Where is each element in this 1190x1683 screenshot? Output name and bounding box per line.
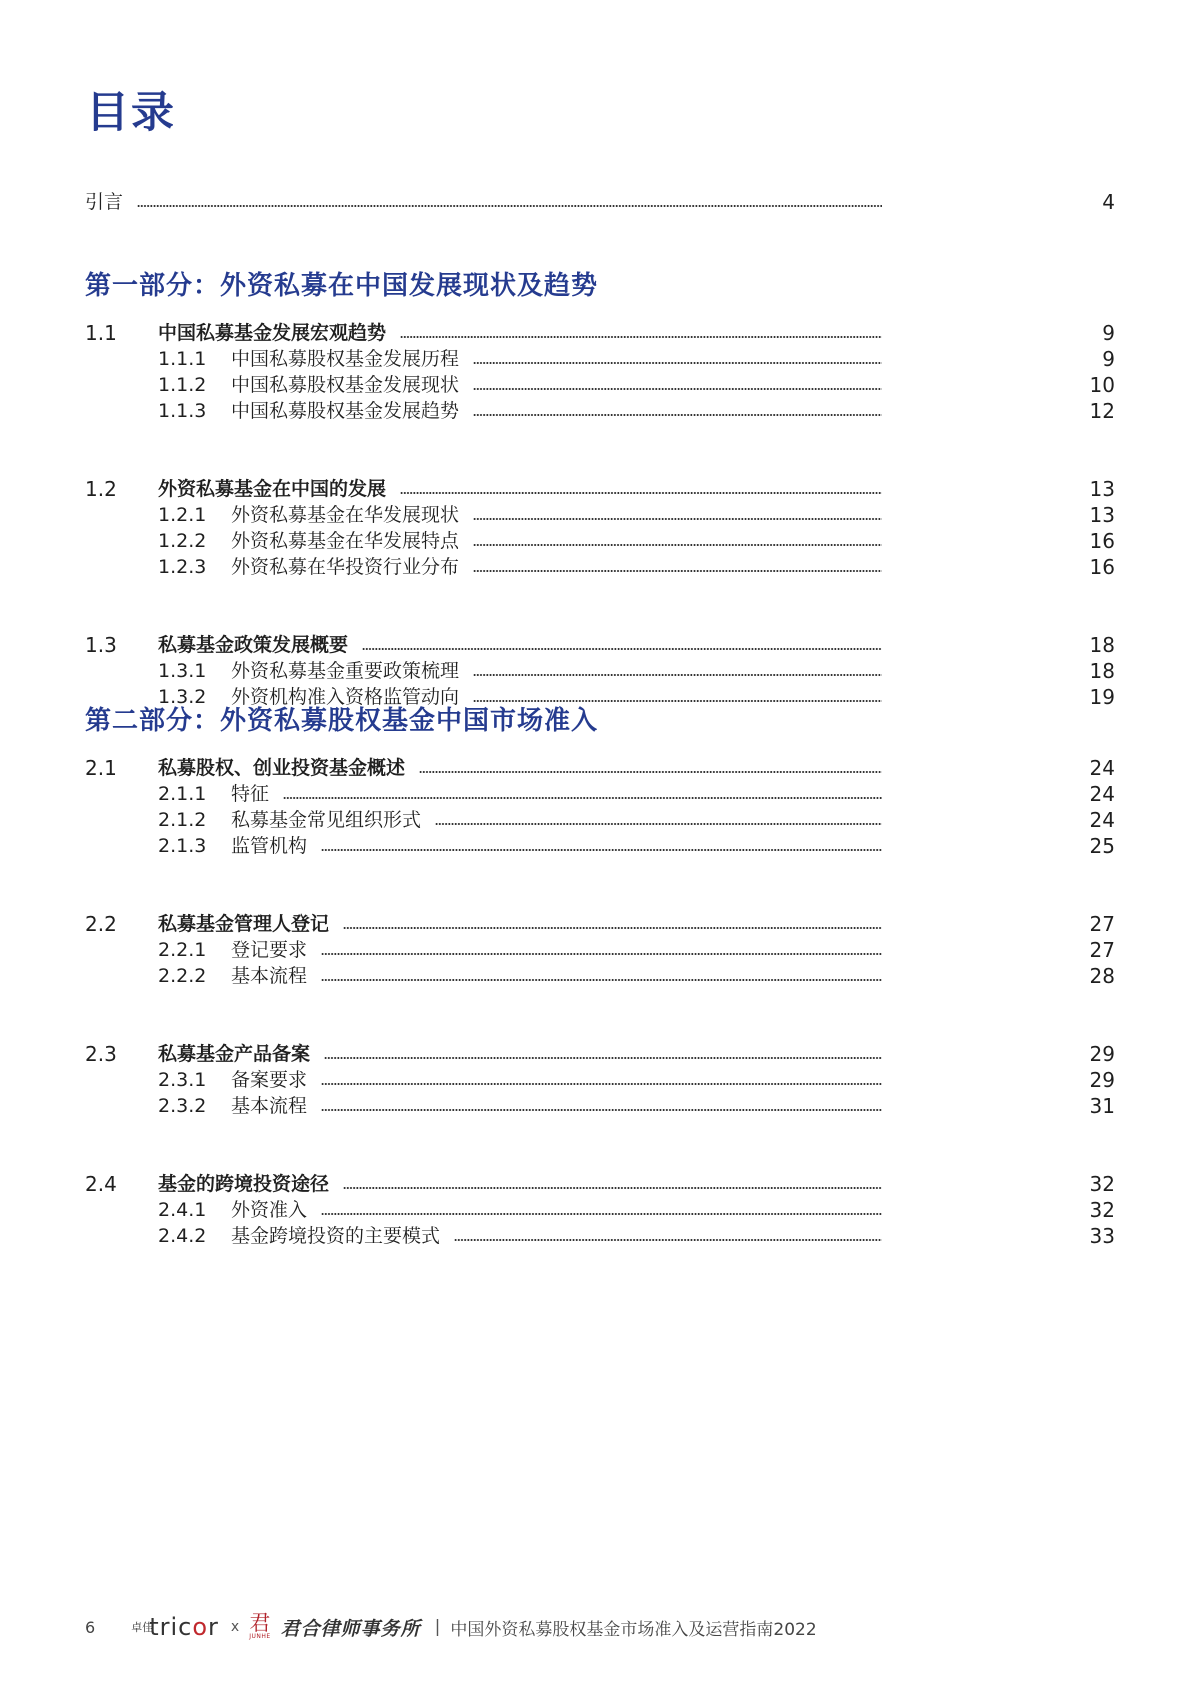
toc-row-intro[interactable]: [85, 189, 1115, 215]
dot-leader: [137, 205, 882, 207]
toc-number: 2.4.1: [158, 1199, 207, 1221]
toc-page-number: 24: [1089, 808, 1115, 832]
footer-separator: |: [434, 1617, 441, 1637]
toc-row-subsection[interactable]: [158, 372, 1115, 398]
toc-page-number: 19: [1089, 685, 1115, 709]
page-title: 目录: [86, 88, 176, 138]
toc-page-number: 24: [1089, 756, 1115, 780]
toc-page-number: 13: [1089, 477, 1115, 501]
toc-number: 2.1.3: [158, 835, 207, 857]
toc-row-subsection[interactable]: [158, 1197, 1115, 1223]
toc-page-number: 9: [1102, 347, 1115, 371]
toc-label: 基本流程: [231, 1095, 308, 1117]
toc-label: 引言: [85, 191, 124, 213]
toc-number: 1.1.2: [158, 374, 207, 396]
toc-row-section[interactable]: [85, 476, 1115, 502]
toc-row-subsection[interactable]: [158, 502, 1115, 528]
toc-row-subsection[interactable]: [158, 398, 1115, 424]
toc-page-number: 29: [1089, 1068, 1115, 1092]
tricor-logo: [149, 1613, 219, 1641]
toc-page-number: 27: [1089, 938, 1115, 962]
dot-leader: [400, 336, 882, 338]
toc-number: 1.1.1: [158, 348, 207, 370]
part-title: 第一部分：外资私募在中国发展现状及趋势: [85, 271, 599, 301]
tricor-chinese-mark: 卓佳: [131, 1620, 154, 1634]
toc-label: 外资机构准入资格监管动向: [231, 686, 460, 708]
dot-leader: [473, 414, 882, 416]
dot-leader: [324, 1057, 882, 1059]
dot-leader: [435, 823, 882, 825]
toc-row-section[interactable]: [85, 911, 1115, 937]
dot-leader: [473, 700, 882, 702]
toc-row-section[interactable]: [85, 755, 1115, 781]
toc-row-subsection[interactable]: [158, 1093, 1115, 1119]
toc-label: 中国私募基金发展宏观趋势: [158, 322, 387, 344]
toc-number: 1.1.3: [158, 400, 207, 422]
toc-number: 2.4: [85, 1172, 117, 1196]
toc-row-section[interactable]: [85, 1171, 1115, 1197]
dot-leader: [400, 492, 882, 494]
toc-label: 外资私募基金重要政策梳理: [231, 660, 460, 682]
footer-document-title: 中国外资私募股权基金市场准入及运营指南2022: [450, 1619, 817, 1640]
toc-page-number: 9: [1102, 321, 1115, 345]
toc-label: 备案要求: [231, 1069, 308, 1091]
toc-page-number: 13: [1089, 503, 1115, 527]
toc-number: 1.2.1: [158, 504, 207, 526]
dot-leader: [321, 1213, 882, 1215]
dot-leader: [473, 674, 882, 676]
dot-leader: [321, 979, 882, 981]
toc-page-number: 16: [1089, 529, 1115, 553]
dot-leader: [473, 518, 882, 520]
dot-leader: [473, 362, 882, 364]
dot-leader: [473, 388, 882, 390]
toc-page-number: 4: [1102, 190, 1115, 214]
toc-label: 外资准入: [231, 1199, 308, 1221]
tricor-logo-part: tric: [149, 1613, 193, 1641]
toc-label: 特征: [231, 783, 270, 805]
toc-page-number: 27: [1089, 912, 1115, 936]
junhe-logo-caption: JUNHE: [249, 1633, 271, 1640]
toc-page-number: 24: [1089, 782, 1115, 806]
toc-number: 2.3: [85, 1042, 117, 1066]
dot-leader: [343, 1187, 882, 1189]
toc-label: 中国私募股权基金发展现状: [231, 374, 460, 396]
toc-row-subsection[interactable]: [158, 963, 1115, 989]
dot-leader: [419, 771, 882, 773]
dot-leader: [321, 849, 882, 851]
junhe-logo-glyph: 君: [249, 1611, 271, 1635]
toc-label: 基本流程: [231, 965, 308, 987]
toc-page-number: 31: [1089, 1094, 1115, 1118]
toc-page-number: 28: [1089, 964, 1115, 988]
toc-page-number: 32: [1089, 1172, 1115, 1196]
toc-page-number: 32: [1089, 1198, 1115, 1222]
toc-label: 监管机构: [231, 835, 308, 857]
toc-row-section[interactable]: [85, 632, 1115, 658]
toc-row-section[interactable]: [85, 1041, 1115, 1067]
toc-number: 1.3.1: [158, 660, 207, 682]
toc-label: 外资私募基金在中国的发展: [158, 478, 387, 500]
toc-label: 中国私募股权基金发展历程: [231, 348, 460, 370]
toc-page-number: 18: [1089, 633, 1115, 657]
dot-leader: [321, 953, 882, 955]
toc-label: 登记要求: [231, 939, 308, 961]
toc-label: 外资私募基金在华发展特点: [231, 530, 460, 552]
dot-leader: [473, 570, 882, 572]
toc-number: 1.3.2: [158, 686, 207, 708]
toc-number: 2.2.2: [158, 965, 207, 987]
toc-page-number: 29: [1089, 1042, 1115, 1066]
collaboration-x: x: [230, 1619, 240, 1635]
tricor-logo-part: r: [208, 1613, 219, 1641]
dot-leader: [321, 1109, 882, 1111]
footer-page-number: 6: [85, 1617, 96, 1637]
toc-row-subsection[interactable]: [158, 781, 1115, 807]
page-footer: [85, 1612, 817, 1642]
dot-leader: [454, 1239, 882, 1241]
toc-row-subsection[interactable]: [158, 346, 1115, 372]
dot-leader: [473, 544, 882, 546]
toc-label: 私募基金常见组织形式: [231, 809, 422, 831]
toc-page-number: 16: [1089, 555, 1115, 579]
toc-row-subsection[interactable]: [158, 658, 1115, 684]
toc-label: 私募基金产品备案: [158, 1043, 311, 1065]
toc-number: 2.2.1: [158, 939, 207, 961]
toc-row-section[interactable]: [85, 320, 1115, 346]
toc-page-number: 12: [1089, 399, 1115, 423]
toc-row-subsection[interactable]: [158, 1067, 1115, 1093]
toc-number: 1.2: [85, 477, 117, 501]
toc-number: 2.1.2: [158, 809, 207, 831]
toc-number: 1.1: [85, 321, 117, 345]
toc-row-subsection[interactable]: [158, 833, 1115, 859]
tricor-logo-accent: o: [192, 1613, 209, 1641]
part-title: 第二部分：外资私募股权基金中国市场准入: [85, 706, 599, 736]
junhe-logo-icon: [249, 1613, 270, 1641]
toc-number: 2.1.1: [158, 783, 207, 805]
toc-number: 2.3.2: [158, 1095, 207, 1117]
toc-label: 基金跨境投资的主要模式: [231, 1225, 441, 1247]
toc-row-subsection[interactable]: [158, 1223, 1115, 1249]
toc-number: 1.2.3: [158, 556, 207, 578]
toc-label: 基金的跨境投资途径: [158, 1173, 330, 1195]
toc-number: 2.1: [85, 756, 117, 780]
toc-label: 外资私募在华投资行业分布: [231, 556, 460, 578]
toc-page-number: 33: [1089, 1224, 1115, 1248]
toc-page-number: 18: [1089, 659, 1115, 683]
dot-leader: [283, 797, 882, 799]
toc-page-number: 25: [1089, 834, 1115, 858]
dot-leader: [343, 927, 882, 929]
dot-leader: [321, 1083, 882, 1085]
toc-row-subsection[interactable]: [158, 807, 1115, 833]
toc-label: 私募股权、创业投资基金概述: [158, 757, 406, 779]
toc-row-subsection[interactable]: [158, 528, 1115, 554]
toc-row-subsection[interactable]: [158, 554, 1115, 580]
toc-number: 2.2: [85, 912, 117, 936]
toc-number: 2.4.2: [158, 1225, 207, 1247]
toc-row-subsection[interactable]: [158, 937, 1115, 963]
toc-page-number: 10: [1089, 373, 1115, 397]
dot-leader: [362, 648, 882, 650]
toc-label: 外资私募基金在华发展现状: [231, 504, 460, 526]
junhe-logo-text: 君合律师事务所: [280, 1617, 421, 1640]
toc-label: 私募基金管理人登记: [158, 913, 330, 935]
toc-label: 中国私募股权基金发展趋势: [231, 400, 460, 422]
toc-number: 1.3: [85, 633, 117, 657]
toc-number: 1.2.2: [158, 530, 207, 552]
toc-label: 私募基金政策发展概要: [158, 634, 349, 656]
toc-number: 2.3.1: [158, 1069, 207, 1091]
